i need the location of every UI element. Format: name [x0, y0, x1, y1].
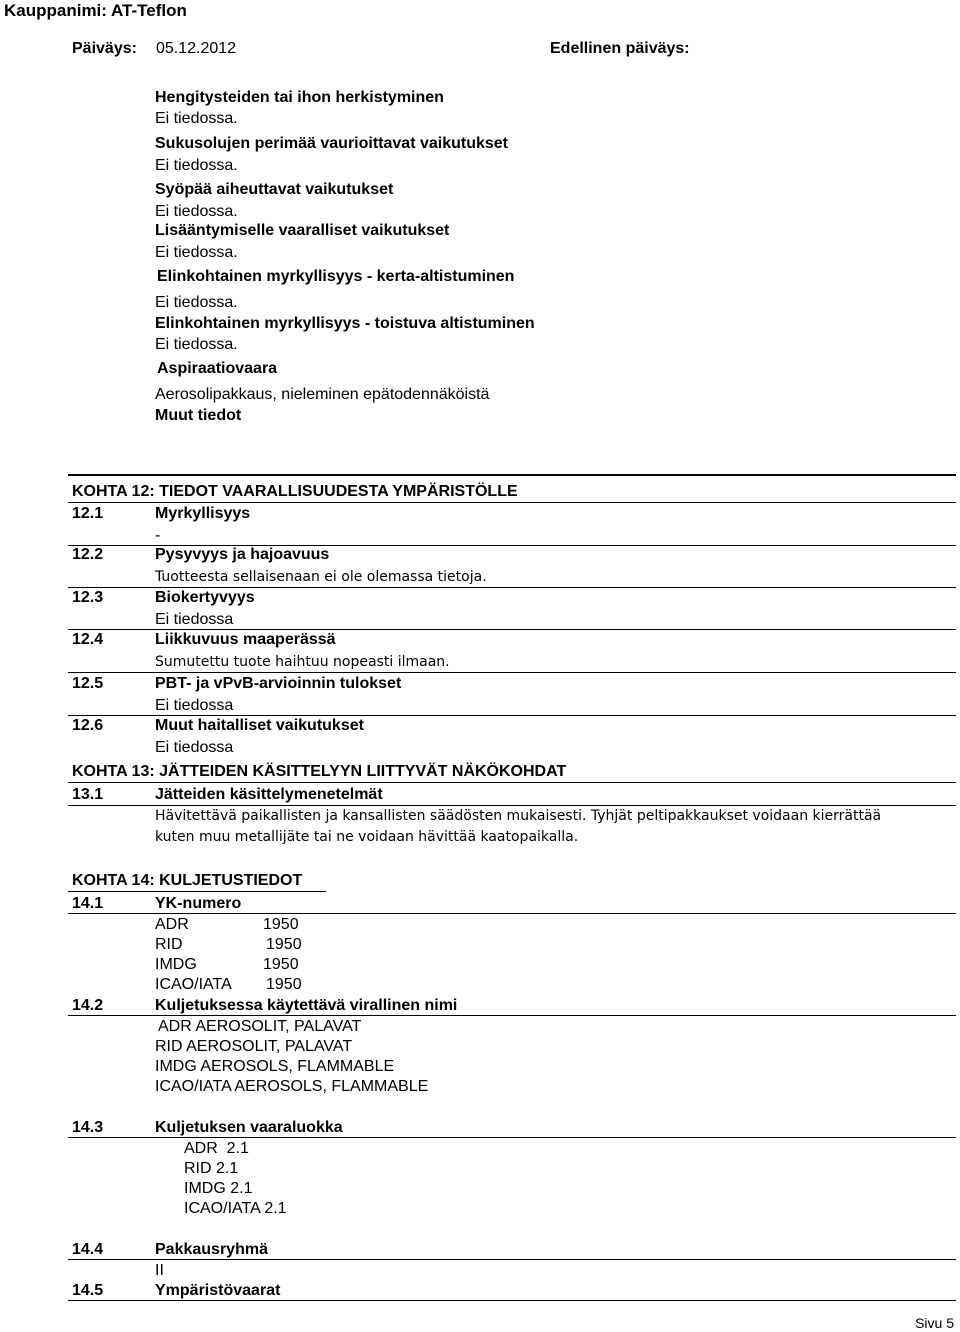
date-value: 05.12.2012	[156, 40, 237, 57]
s12-1-heading: Myrkyllisyys	[155, 505, 251, 522]
s12-5-rule	[68, 715, 956, 716]
hazard-class-icao: ICAO/IATA 2.1	[184, 1200, 287, 1217]
s12-5-number: 12.5	[72, 675, 104, 692]
s12-4-heading: Liikkuvuus maaperässä	[155, 631, 336, 648]
un-number-label-imdg: IMDG	[155, 956, 197, 973]
s13-1-text-line-2: kuten muu metallijäte tai ne voidaan hävittää kaatopaikalla.	[155, 829, 579, 845]
s13-1-number: 13.1	[72, 786, 104, 803]
s14-4-text: II	[155, 1262, 164, 1279]
s12-2-rule	[68, 587, 956, 588]
tox-heading-stot-single: Elinkohtainen myrkyllisyys - kerta-altistuminen	[157, 268, 515, 285]
s14-5-rule	[68, 1300, 956, 1301]
s12-4-rule	[68, 672, 956, 673]
un-number-label-adr: ADR	[155, 916, 189, 933]
section-14-title-rule	[68, 891, 326, 892]
s12-5-heading: PBT- ja vPvB-arvioinnin tulokset	[155, 675, 402, 692]
tox-heading-stot-repeated: Elinkohtainen myrkyllisyys - toistuva altistuminen	[155, 315, 535, 332]
s12-2-number: 12.2	[72, 546, 104, 563]
s12-6-heading: Muut haitalliset vaikutukset	[155, 717, 364, 734]
hazard-class-imdg: IMDG 2.1	[184, 1180, 253, 1197]
s14-2-number: 14.2	[72, 997, 104, 1014]
s12-3-number: 12.3	[72, 589, 104, 606]
tox-text-carcinogenicity: Ei tiedossa.	[155, 203, 238, 220]
tox-heading-aspiration: Aspiraatiovaara	[157, 360, 278, 377]
s14-2-heading: Kuljetuksessa käytettävä virallinen nimi	[155, 997, 458, 1014]
s12-3-rule	[68, 629, 956, 630]
s14-5-number: 14.5	[72, 1282, 104, 1299]
section-13-title: KOHTA 13: JÄTTEIDEN KÄSITTELYYN LIITTYVÄT NÄKÖKOHDAT	[72, 763, 567, 780]
s13-1-heading: Jätteiden käsittelymenetelmät	[155, 786, 383, 803]
s14-3-heading: Kuljetuksen vaaraluokka	[155, 1119, 343, 1136]
un-number-value-rid: 1950	[266, 936, 302, 953]
tox-text-mutagenicity: Ei tiedossa.	[155, 157, 238, 174]
s12-6-number: 12.6	[72, 717, 104, 734]
shipping-name-rid: RID AEROSOLIT, PALAVAT	[155, 1038, 353, 1055]
s14-1-rule	[68, 913, 956, 914]
s13-1-rule	[68, 805, 956, 806]
s12-1-text: -	[155, 527, 161, 544]
shipping-name-icao: ICAO/IATA AEROSOLS, FLAMMABLE	[155, 1078, 429, 1095]
s14-3-number: 14.3	[72, 1119, 104, 1136]
tox-heading-reproductive: Lisääntymiselle vaaralliset vaikutukset	[155, 222, 450, 239]
s14-1-heading: YK-numero	[155, 895, 242, 912]
s12-5-text: Ei tiedossa	[155, 697, 234, 714]
s12-2-heading: Pysyvyys ja hajoavuus	[155, 546, 330, 563]
s12-3-text: Ei tiedossa	[155, 611, 234, 628]
tox-heading-sensitisation: Hengitysteiden tai ihon herkistyminen	[155, 89, 444, 106]
un-number-label-rid: RID	[155, 936, 183, 953]
tox-text-stot-single: Ei tiedossa.	[155, 294, 238, 311]
tox-heading-other: Muut tiedot	[155, 407, 242, 424]
tox-text-reproductive: Ei tiedossa.	[155, 244, 238, 261]
hazard-class-adr: ADR 2.1	[184, 1140, 249, 1157]
s12-4-text: Sumutettu tuote haihtuu nopeasti ilmaan.	[155, 654, 450, 670]
s12-4-number: 12.4	[72, 631, 104, 648]
section-14-title: KOHTA 14: KULJETUSTIEDOT	[72, 872, 303, 889]
s14-4-heading: Pakkausryhmä	[155, 1241, 268, 1258]
s14-5-heading: Ympäristövaarat	[155, 1282, 281, 1299]
s14-2-rule	[68, 1015, 956, 1016]
s13-1-text-line-1: Hävitettävä paikallisten ja kansallisten säädösten mukaisesti. Tyhjät peltipakkaukset voidaan kierrättää	[155, 808, 882, 824]
un-number-value-icao: 1950	[266, 976, 302, 993]
s12-3-heading: Biokertyvyys	[155, 589, 255, 606]
tox-text-stot-repeated: Ei tiedossa.	[155, 336, 238, 353]
tox-heading-mutagenicity: Sukusolujen perimää vaurioittavat vaikutukset	[155, 135, 509, 152]
page-number: Sivu 5	[915, 1315, 954, 1331]
s14-1-number: 14.1	[72, 895, 104, 912]
s12-2-text: Tuotteesta sellaisenaan ei ole olemassa tietoja.	[155, 569, 487, 585]
s12-1-number: 12.1	[72, 505, 104, 522]
shipping-name-imdg: IMDG AEROSOLS, FLAMMABLE	[155, 1058, 395, 1075]
s14-3-rule	[68, 1137, 956, 1138]
tox-text-sensitisation: Ei tiedossa.	[155, 110, 238, 127]
previous-date-label: Edellinen päiväys:	[550, 40, 690, 57]
s14-4-rule	[68, 1259, 956, 1260]
un-number-value-adr: 1950	[263, 916, 299, 933]
un-number-value-imdg: 1950	[263, 956, 299, 973]
un-number-label-icao: ICAO/IATA	[155, 976, 232, 993]
trade-name: Kauppanimi: AT-Teflon	[4, 1, 187, 20]
tox-heading-carcinogenicity: Syöpää aiheuttavat vaikutukset	[155, 181, 394, 198]
s12-6-text: Ei tiedossa	[155, 739, 234, 756]
section-13-title-rule	[68, 782, 956, 783]
shipping-name-adr: ADR AEROSOLIT, PALAVAT	[158, 1018, 362, 1035]
tox-text-aspiration: Aerosolipakkaus, nieleminen epätodennäköistä	[155, 386, 490, 403]
date-label: Päiväys:	[72, 40, 137, 57]
section-12-title: KOHTA 12: TIEDOT VAARALLISUUDESTA YMPÄRISTÖLLE	[72, 483, 518, 500]
section-12-top-rule	[68, 474, 956, 476]
section-12-title-rule	[68, 502, 956, 503]
s14-4-number: 14.4	[72, 1241, 104, 1258]
hazard-class-rid: RID 2.1	[184, 1160, 239, 1177]
